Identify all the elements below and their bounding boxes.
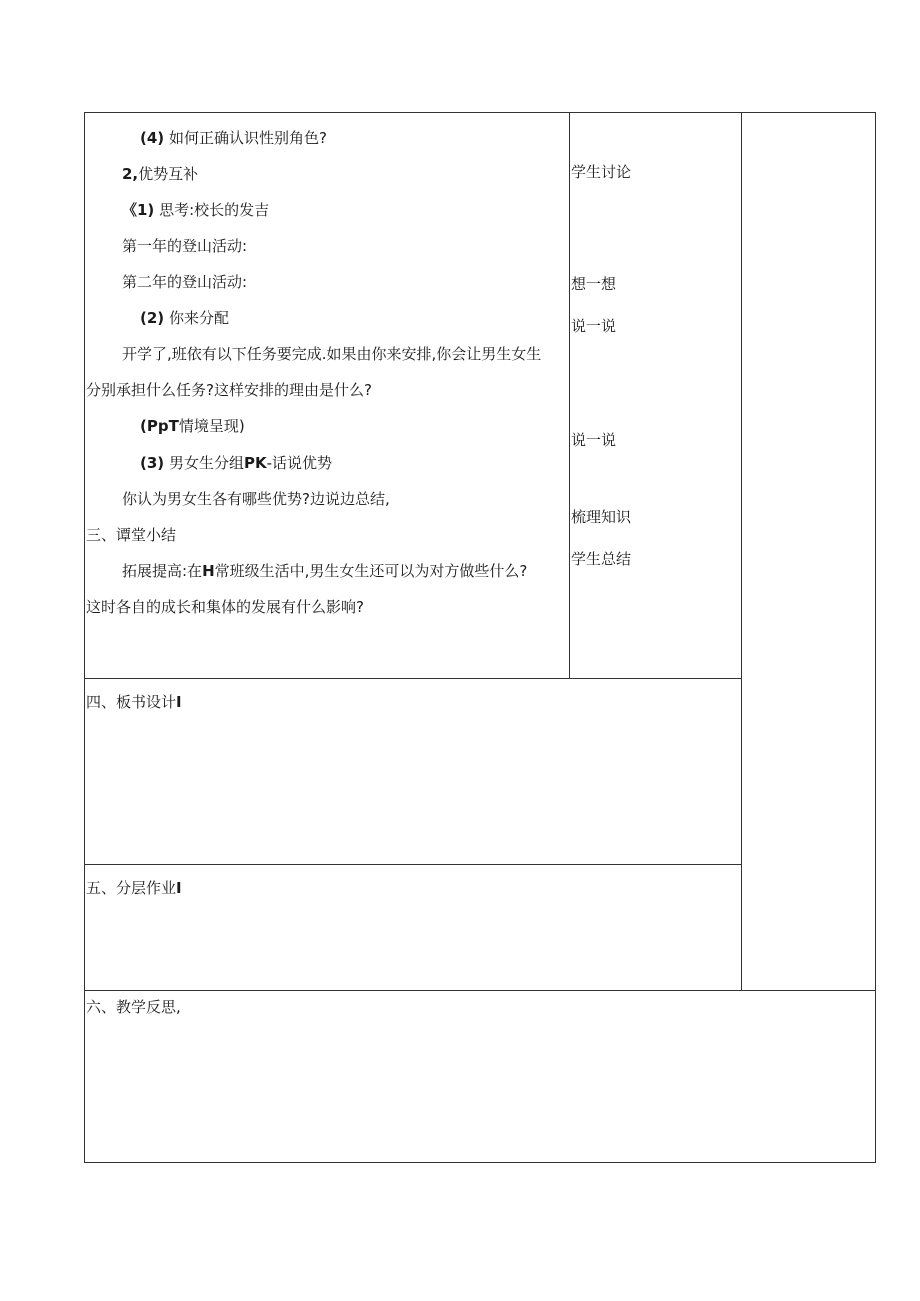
extension-line2: 这时各自的成长和集体的发展有什么影响?	[86, 598, 364, 616]
activity-col-divider	[569, 112, 570, 679]
table-bottom-border	[84, 1162, 876, 1163]
section-4-mark: I	[176, 693, 182, 711]
think-item-text: 思考:校长的发吉	[159, 201, 270, 219]
activity-say-2: 说一说	[571, 431, 617, 449]
activity-organize: 梳理知识	[571, 508, 632, 526]
activity-say-1: 说一说	[571, 317, 617, 335]
think-item	[122, 200, 269, 220]
question-3-tail: -话说优势	[266, 454, 332, 472]
think-item-number: 《1)	[122, 201, 155, 219]
table-left-border	[84, 112, 85, 1163]
section-3-heading: 三、谭堂小结	[86, 526, 177, 544]
point-2-text: 优势互补	[138, 165, 199, 183]
ppt-label: (PpT	[140, 417, 179, 435]
section-5-heading	[86, 878, 182, 898]
point-2-heading	[122, 164, 198, 184]
table-right-border	[875, 112, 876, 1163]
section-4-text: 四、板书设计	[86, 693, 177, 711]
extension-text-a: 拓展提高:在	[122, 562, 203, 580]
section-5-mark: I	[176, 879, 182, 897]
first-year-climb: 第一年的登山活动:	[122, 237, 248, 255]
row-divider-board-design	[84, 678, 742, 679]
activity-think: 想一想	[571, 275, 617, 293]
question-2-number: (2)	[140, 309, 165, 327]
question-2	[140, 308, 229, 328]
extension-h: H	[202, 562, 215, 580]
question-3-text: 男女生分组	[168, 454, 244, 472]
tasks-paragraph-line1: 开学了,班依有以下任务要完成.如果由你来安排,你会让男生女生	[122, 345, 542, 363]
section-5-text: 五、分层作业	[86, 879, 177, 897]
extension-line1	[122, 561, 527, 581]
point-2-number: 2,	[122, 165, 139, 183]
notes-col-divider	[741, 112, 742, 991]
second-year-climb: 第二年的登山活动:	[122, 273, 248, 291]
question-3-pk: PK	[243, 454, 267, 472]
activity-student-summary: 学生总结	[571, 550, 632, 568]
question-2-text: 你来分配	[168, 309, 229, 327]
tasks-paragraph-line2: 分别承担什么任务?这样安排的理由是什么?	[86, 381, 372, 399]
row-divider-homework	[84, 864, 742, 865]
question-4	[140, 128, 327, 148]
summarize-prompt: 你认为男女生各有哪些优势?边说边总结,	[122, 490, 390, 508]
row-divider-reflection	[84, 990, 876, 991]
ppt-scene-note	[140, 416, 245, 436]
question-3	[140, 453, 332, 473]
question-4-number: (4)	[140, 129, 165, 147]
question-3-number: (3)	[140, 454, 165, 472]
section-4-heading	[86, 692, 182, 712]
question-4-text: 如何正确认识性别角色?	[168, 129, 327, 147]
table-top-border	[84, 112, 876, 113]
ppt-scene-text: 情境呈现)	[178, 417, 245, 435]
section-6-heading: 六、教学反思,	[86, 998, 181, 1016]
extension-text-b: 常班级生活中,男生女生还可以为对方做些什么?	[214, 562, 528, 580]
activity-discuss: 学生讨论	[571, 163, 632, 181]
